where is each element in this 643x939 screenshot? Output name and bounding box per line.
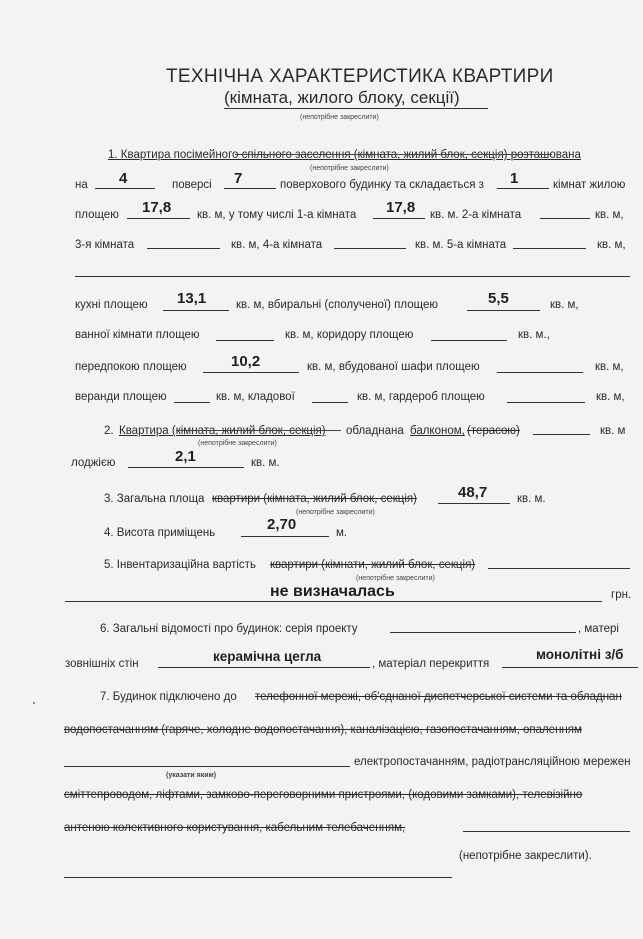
- label-garderob: кв. м, гардероб площею: [357, 391, 485, 403]
- s7-l3: електропостачанням, радіотрансляційною мережен: [354, 756, 631, 768]
- total-value: 48,7: [458, 484, 488, 501]
- s5-heading: 5. Інвентаризаційна вартість: [104, 559, 256, 571]
- s3-strike: квартири (кімната, жилий блок, секція): [212, 493, 417, 505]
- s1-strike-line: [235, 154, 552, 155]
- label-room4: кв. м, 4-а кімната: [231, 239, 323, 251]
- floor-line: [95, 188, 155, 189]
- wardrobe-line: [497, 372, 583, 373]
- s7-l1-strike: телефонної мережі, об'єднаної диспетчерської системи та обладнан: [255, 691, 622, 703]
- total-line: [438, 503, 510, 504]
- label-room3: 3-я кімната: [75, 239, 135, 251]
- floors-total-line: [224, 188, 276, 189]
- toilet-value: 5,5: [488, 290, 509, 307]
- hall-value: 10,2: [231, 353, 261, 370]
- blank-full-line: [75, 276, 630, 277]
- room5-line: [513, 248, 586, 249]
- label-lodzhii: лоджією: [71, 457, 116, 469]
- rooms-line: [497, 188, 549, 189]
- s7-l4: сміттепроводом, ліфтами, замково-переговорними пристроями, (кодовими замками), телевізійно: [64, 789, 583, 801]
- hall-line: [203, 372, 299, 373]
- label-kvm-veranda: кв. м,: [596, 391, 625, 403]
- label-kukhni: кухні площею: [75, 299, 148, 311]
- room1-line: [373, 218, 425, 219]
- label-kvm-hall: кв. м,: [595, 361, 624, 373]
- corridor-line: [431, 340, 507, 341]
- label-kvm-corridor: кв. м.,: [518, 329, 550, 341]
- s7-l1: 7. Будинок підключено до: [100, 691, 237, 703]
- living-area-line: [127, 218, 190, 219]
- series-line: [390, 632, 576, 633]
- slabs-value: монолітні з/б: [536, 647, 624, 662]
- room4-line: [334, 248, 406, 249]
- label-korydoru: кв. м, коридору площею: [285, 329, 414, 341]
- s5-tail-line: [488, 568, 630, 569]
- balcony-line: [533, 434, 590, 435]
- document-title: ТЕХНІЧНА ХАРАКТЕРИСТИКА КВАРТИРИ: [166, 66, 554, 87]
- s4-heading: 4. Висота приміщень: [104, 527, 216, 539]
- paper-speck: [33, 702, 35, 704]
- loggia-value: 2,1: [175, 448, 196, 465]
- label-perekryttia: , матеріал перекриття: [372, 658, 490, 670]
- s2-strike-line: [176, 430, 341, 431]
- kitchen-line: [163, 310, 229, 311]
- height-line: [241, 536, 329, 537]
- label-vannoi: ванної кімнати площею: [75, 329, 200, 341]
- s2-num: 2.: [104, 425, 114, 437]
- loggia-line: [128, 467, 244, 468]
- s7-note-vkazaty: (указати яким): [166, 772, 217, 779]
- label-poverkhovogo: поверхового будинку та складається з: [280, 179, 484, 191]
- label-na: на: [75, 179, 88, 191]
- slabs-line: [502, 667, 638, 668]
- s2-balcony: балконом,: [410, 425, 465, 437]
- s5-strike: квартири (кімнати, жилий блок, секція): [270, 559, 476, 571]
- s7-l6: (непотрібне закреслити).: [459, 850, 592, 862]
- room2-line: [540, 218, 590, 219]
- s3-note: (непотрібне закреслити): [296, 509, 375, 516]
- s6-heading: 6. Загальні відомості про будинок: серія проекту: [100, 623, 358, 635]
- s7-l5-line: [463, 831, 630, 832]
- label-kimnat-zhyloyu: кімнат жилою: [553, 179, 626, 191]
- room3-line: [147, 248, 220, 249]
- label-room5: кв. м. 5-а кімната: [415, 239, 507, 251]
- rooms-value: 1: [510, 170, 519, 187]
- label-kvm-end-2: кв. м,: [597, 239, 626, 251]
- bath-line: [216, 340, 274, 341]
- label-peredpokoyu: передпокою площею: [75, 361, 187, 373]
- label-kvm-balcony: кв. м: [600, 425, 626, 437]
- s7-l2: водопостачанням (гаряче, холодне водопостачання), каналізацією, газопостачанням, опаленням: [64, 724, 582, 736]
- label-poversi: поверсі: [172, 179, 212, 191]
- label-shafy: кв. м, вбудованої шафи площею: [307, 361, 480, 373]
- label-m: м.: [336, 527, 348, 539]
- s7-blank-line: [64, 766, 350, 767]
- s1-heading: 1. Квартира посімейного спільного заселення (кімната, жилий блок, секція) розташована: [108, 149, 581, 161]
- label-grn: грн.: [611, 589, 632, 601]
- label-verandy: веранди площею: [75, 391, 167, 403]
- storage-line: [312, 402, 348, 403]
- subtitle-underline: [224, 108, 488, 109]
- value-line: [65, 601, 602, 602]
- subtitle-note: (непотрібне закреслити): [300, 114, 379, 121]
- floors-total-value: 7: [234, 170, 243, 187]
- label-vbyralni: кв. м, вбиральні (сполученої) площею: [236, 299, 438, 311]
- label-kvm-total: кв. м.: [517, 493, 546, 505]
- s2-terrace: (терасою): [467, 425, 520, 437]
- s2-heading: Квартира (кімната, жилий блок, секція): [119, 425, 326, 437]
- walls-value: керамічна цегла: [213, 649, 322, 664]
- label-room1: кв. м, у тому числі 1-а кімната: [197, 209, 357, 221]
- label-kvm-end: кв. м,: [595, 209, 624, 221]
- label-kvm-toilet: кв. м,: [550, 299, 579, 311]
- s2-note: (непотрібне закреслити): [198, 440, 277, 447]
- walls-line: [158, 667, 370, 668]
- veranda-line: [174, 402, 210, 403]
- label-ploshcheyu: площею: [75, 209, 119, 221]
- s2-mid: обладнана: [346, 425, 404, 437]
- room1-value: 17,8: [386, 199, 416, 216]
- label-zovnishnikh: зовнішніх стін: [65, 658, 139, 670]
- label-material: , матері: [578, 623, 619, 635]
- label-kladovoi: кв. м, кладової: [216, 391, 295, 403]
- dressing-line: [507, 402, 585, 403]
- s3-heading: 3. Загальна площа: [104, 493, 205, 505]
- living-area-value: 17,8: [142, 199, 172, 216]
- s5-note: (непотрібне закреслити): [356, 575, 435, 582]
- height-value: 2,70: [267, 516, 297, 533]
- label-kvm-loggia: кв. м.: [251, 457, 280, 469]
- floor-value: 4: [119, 170, 128, 187]
- s1-note: (непотрібне закреслити): [310, 165, 389, 172]
- s7-l6-line: [64, 877, 452, 878]
- inventory-value: не визначалась: [270, 583, 395, 600]
- document-subtitle: (кімната, жилого блоку, секції): [224, 88, 460, 107]
- toilet-line: [467, 310, 540, 311]
- kitchen-value: 13,1: [177, 290, 207, 307]
- label-room2: кв. м. 2-а кімната: [430, 209, 522, 221]
- s7-l5: антеною колективного користування, кабельним телебаченням,: [64, 822, 406, 834]
